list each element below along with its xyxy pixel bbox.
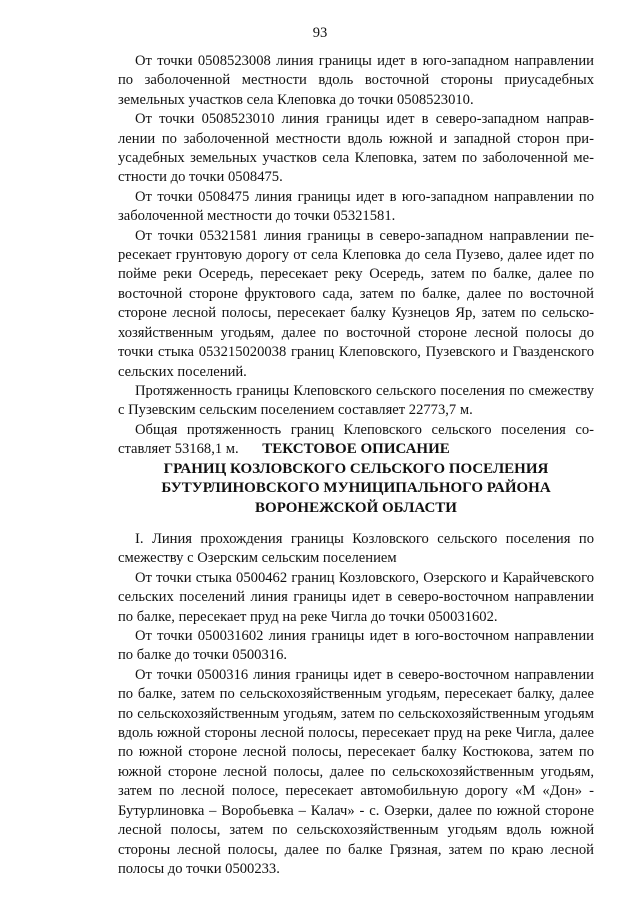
paragraph: От точки 050031602 линия границы идет в юго-восточном направлении по балке до точки 0500316. <box>118 628 594 664</box>
body-text-bottom <box>118 530 594 879</box>
paragraph: От точки 0500316 линия границы идет в северо-восточном направлении по балке, затем по сельскохозяйственным угодьям, пересекает балку, далее по сельскохозяйственным угодьям, затем по сельскохозяйственным угодьям вдоль южной стороны лесной полосы, пересекает пруд на реке Чигла, далее по южной стороне лесной полосы, пересекает балку Костюкова, затем по южной стороне лесной полосы, далее по сельскохозяйственным угодьям, затем по лесной полосе, пересекает автомобильную дорогу «М «Дон» - Бутурлиновка – Воробьевка – Калач» - с. Озерки, далее по южной стороне лесной полосы, затем по сельскохозяйственным угодьям вдоль южной стороны лесной полосы, далее по балке Грязная, затем по краю лесной полосы до точки 0500233. <box>118 666 594 877</box>
heading-line: БУТУРЛИНОВСКОГО МУНИЦИПАЛЬНОГО РАЙОНА <box>161 480 551 496</box>
paragraph: От точки стыка 0500462 границ Козловского, Озерского и Карайчевского сельских поселений линия границы идет в северо-восточном направлении по балке, пересекает пруд на реке Чигла до точки 050031602. <box>118 569 594 625</box>
paragraph: Протяженность границы Клеповского сельского поселения по смежеству с Пузевским сельским поселением составляет 22773,7 м. <box>118 382 594 419</box>
heading-line: ГРАНИЦ КОЗЛОВСКОГО СЕЛЬСКОГО ПОСЕЛЕНИЯ <box>163 460 549 477</box>
paragraph: От точки 0508523008 линия границы идет в юго-западном направлении по заболоченной местности вдоль восточной стороны приусадебных земельных участков села Клеповка до точки 0508523010. <box>118 53 594 108</box>
heading-line: ВОРОНЕЖСКОЙ ОБЛАСТИ <box>255 499 457 516</box>
body-text-top <box>118 52 594 460</box>
paragraph: От точки 0508475 линия границы идет в юго-западном направлении по заболоченной местности до точки 05321581. <box>118 188 594 225</box>
paragraph: От точки 05321581 линия границы в северо-западном направлении пересекает грунтовую дорогу от села Клеповка до села Пузево, далее идет по пойме реки Осередь, пересекает реку Осередь, затем по балке, далее по восточной стороне фруктового сада, затем по балке, далее по восточной стороне лесной полосы, пересекает балку Кузнецов Яр, затем по сельскохозяйственным угодьям, далее по восточной стороне лесной полосы до точки стыка 053215020038 границ Клеповского, Пузевского и Гвазденского сельских поселений. <box>118 227 594 380</box>
heading-line: ТЕКСТОВОЕ ОПИСАНИЕ <box>262 441 450 457</box>
paragraph: От точки 0508523010 линия границы идет в северо-западном направлении по заболоченной местности вдоль южной и западной сторон приусадебных земельных участков села Клеповка, затем по заболоченной местности до точки 0508475. <box>118 111 594 186</box>
paragraph: Общая протяженность границ Клеповского сельского поселения составляет 53168,1 м. <box>118 421 594 458</box>
section-heading <box>118 440 594 518</box>
paragraph: I. Линия прохождения границы Козловского сельского поселения по смежеству с Озерским сельским поселением <box>118 531 594 567</box>
page-number: 93 <box>312 25 328 41</box>
